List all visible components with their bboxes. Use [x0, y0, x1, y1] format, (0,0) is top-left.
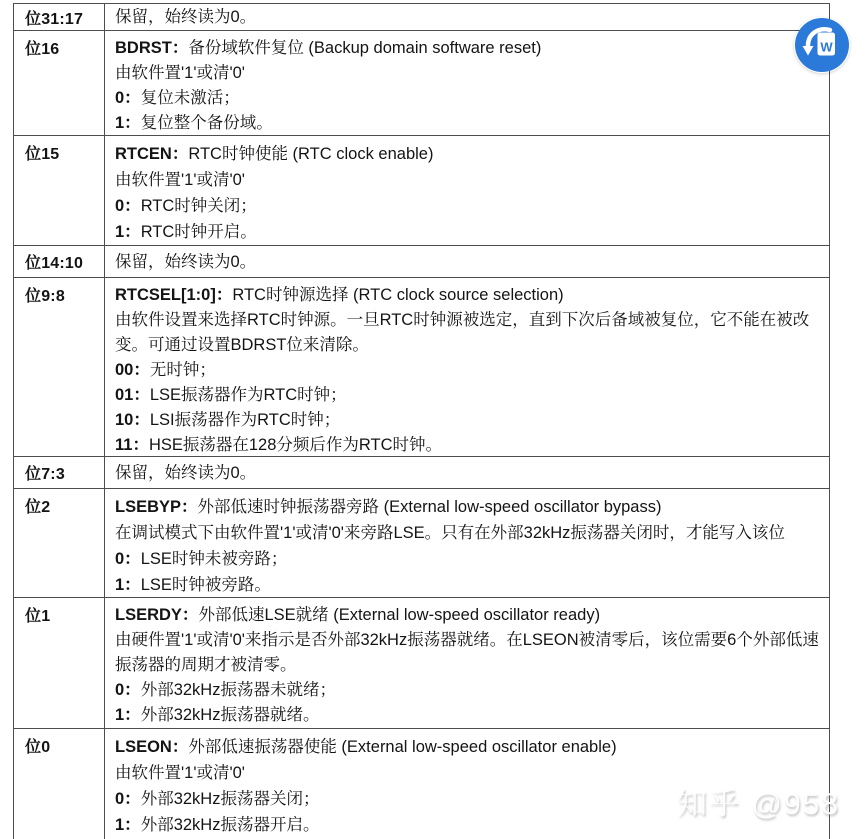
value-option: 0：RTC时钟关闭； — [115, 197, 257, 215]
value-option: 10：LSI振荡器作为RTC时钟； — [115, 411, 341, 429]
bit-description — [105, 136, 829, 245]
field-name: LSERDY： — [115, 606, 199, 624]
description-line: 由硬件置'1'或清'0'来指示是否外部32kHz振荡器就绪。在LSEON被清零后，该位需要6个外部低速振荡器的周期才被清零。 — [115, 631, 819, 674]
field-name: RTCEN： — [115, 145, 189, 163]
word-convert-button[interactable] — [794, 17, 850, 73]
value-option: 1：外部32kHz振荡器开启。 — [115, 816, 320, 834]
bit-description — [105, 246, 829, 277]
field-name: RTCSEL[1:0]： — [115, 286, 233, 304]
description-line: 保留，始终读为0。 — [115, 8, 257, 26]
description-line: 由软件置'1'或清'0' — [115, 764, 245, 782]
field-name: LSEBYP： — [115, 498, 198, 516]
bit-description — [105, 31, 829, 135]
bit-description — [105, 457, 829, 488]
value-option: 0：复位未激活； — [115, 89, 240, 107]
bit-range: 位31:17 — [14, 4, 105, 30]
table-row — [14, 136, 829, 246]
value-option: 0：外部32kHz振荡器未就绪； — [115, 681, 336, 699]
field-title: LSERDY：外部低速LSE就绪 (External low-speed oscillator ready) — [115, 606, 601, 624]
value-option: 01：LSE振荡器作为RTC时钟； — [115, 386, 347, 404]
description-line: 由软件置'1'或清'0' — [115, 64, 245, 82]
field-name: LSEON： — [115, 738, 189, 756]
bit-range: 位0 — [14, 729, 105, 839]
bit-description — [105, 278, 829, 456]
table-row — [14, 278, 829, 457]
register-bit-table — [13, 3, 830, 839]
value-option: 1：外部32kHz振荡器就绪。 — [115, 706, 320, 724]
description-line: 由软件置'1'或清'0' — [115, 171, 245, 189]
table-row — [14, 457, 829, 489]
table-row — [14, 489, 829, 598]
bit-description — [105, 598, 829, 728]
field-title: BDRST：备份域软件复位 (Backup domain software reset) — [115, 39, 542, 57]
table-row — [14, 31, 829, 136]
description-line: 保留，始终读为0。 — [115, 252, 257, 271]
table-row — [14, 4, 829, 31]
bit-range: 位2 — [14, 489, 105, 597]
field-name: BDRST： — [115, 39, 189, 57]
bit-range: 位15 — [14, 136, 105, 245]
field-title: RTCSEL[1:0]：RTC时钟源选择 (RTC clock source selection) — [115, 286, 564, 304]
word-letter: W — [820, 39, 833, 55]
field-title: LSEBYP：外部低速时钟振荡器旁路 (External low-speed oscillator bypass) — [115, 498, 662, 516]
bit-description — [105, 4, 829, 30]
value-option: 1：RTC时钟开启。 — [115, 223, 257, 241]
value-option: 00：无时钟； — [115, 361, 216, 379]
bit-range: 位7:3 — [14, 457, 105, 488]
value-option: 0：外部32kHz振荡器关闭； — [115, 790, 320, 808]
bit-description — [105, 489, 829, 597]
description-line: 在调试模式下由软件置'1'或清'0'来旁路LSE。只有在外部32kHz振荡器关闭时，才能写入该位 — [115, 524, 785, 542]
description-line: 由软件设置来选择RTC时钟源。一旦RTC时钟源被选定，直到下次后备域被复位，它不能在被改变。可通过设置BDRST位来清除。 — [115, 311, 810, 354]
field-title: LSEON：外部低速振荡器使能 (External low-speed oscillator enable) — [115, 738, 617, 756]
table-row — [14, 246, 829, 278]
bit-description — [105, 729, 829, 839]
bit-range: 位14:10 — [14, 246, 105, 277]
table-row — [14, 729, 829, 839]
value-option: 1：LSE时钟被旁路。 — [115, 576, 271, 594]
description-line: 保留，始终读为0。 — [115, 463, 257, 482]
value-option: 11：HSE振荡器在128分频后作为RTC时钟。 — [115, 436, 443, 454]
table-row — [14, 598, 829, 729]
bit-range: 位1 — [14, 598, 105, 728]
value-option: 0：LSE时钟未被旁路； — [115, 550, 288, 568]
bit-range: 位16 — [14, 31, 105, 135]
watermark: 知乎 @958 — [677, 788, 840, 821]
value-option: 1：复位整个备份域。 — [115, 114, 273, 132]
bit-range: 位9:8 — [14, 278, 105, 456]
field-title: RTCEN：RTC时钟使能 (RTC clock enable) — [115, 145, 434, 163]
word-convert-icon — [794, 17, 850, 73]
